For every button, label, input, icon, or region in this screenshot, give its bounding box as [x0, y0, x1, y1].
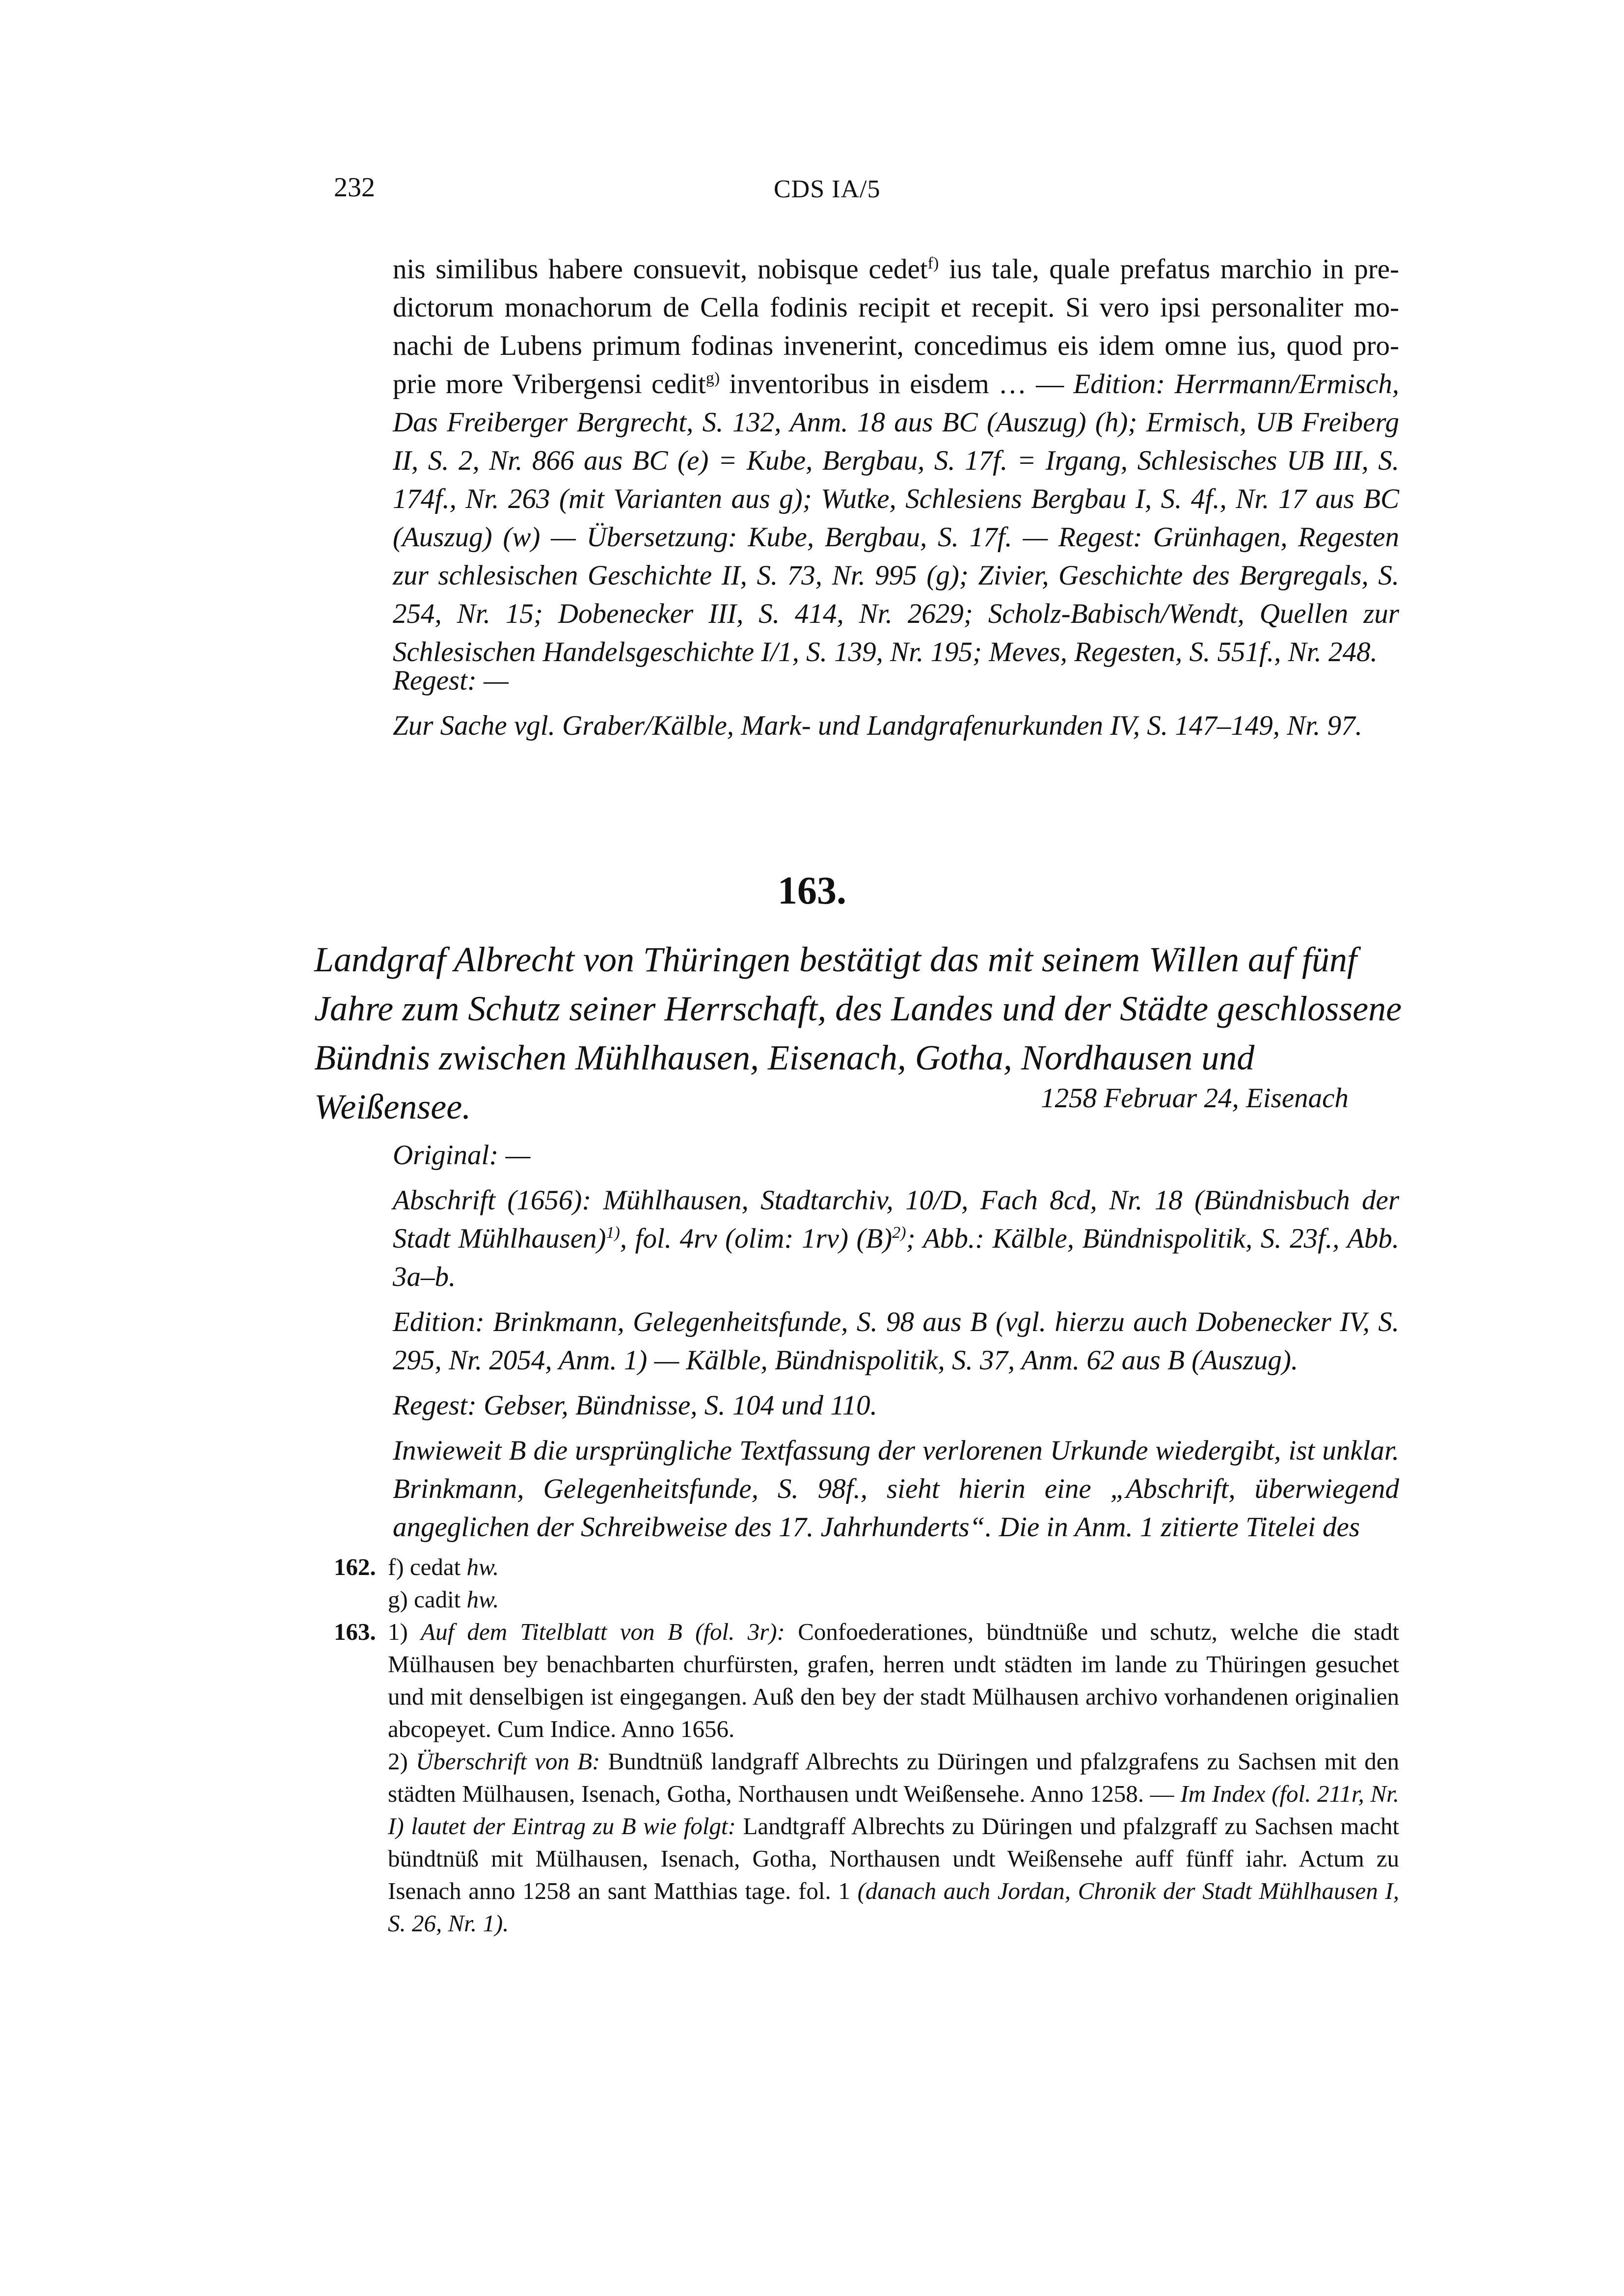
running-header: CDS IA/5 [774, 175, 881, 203]
previous-sache-note: Zur Sache vgl. Graber/Kälble, Mark- und Landgrafenurkunden IV, S. 147–149, Nr. 97. [393, 710, 1362, 741]
intro-line-1: nis similibus habere consuevit, nobisque cedet$^{f)}$ ius tale, quale prefatus marchio in pre- [393, 254, 1399, 285]
comment-paragraph: Inwieweit B die ursprüngliche Textfassung der verlorenen Urkunde wiedergibt, ist unklar. Brinkmann, Gelegenheitsfunde, S. 98f., sieht hierin eine „Abschrift, überwiegend angeglichen der Schreibweise des 17. Jahrhunderts“. Die in Anm. 1 zitierte Titelei des [393, 1435, 1399, 1543]
footnote-key-162: 162. [334, 1553, 376, 1580]
edition-line: Edition: Brinkmann, Gelegenheitsfunde, S. 98 aus B (vgl. hierzu auch Dobenecker IV, S. 295, Nr. 2054, Anm. 1) — Kälble, Bündnispolitik, S. 37, Anm. 62 aus B (Auszug). [393, 1307, 1399, 1376]
document-number: 163. [778, 869, 846, 912]
document-apparatus [393, 1136, 1399, 1553]
previous-document-text [393, 250, 1399, 671]
intro-line-3: nachi de Lubens primum fodinas invenerint, concedimus eis idem omne ius, quod pro- [393, 330, 1399, 361]
page-number: 232 [334, 172, 375, 203]
abschrift-line: Abschrift (1656): Mühlhausen, Stadtarchiv, 10/D, Fach 8cd, Nr. 18 (Bündnisbuch der Stadt Mühlhausen)$^{1)}$, fol. 4rv (olim: 1rv) $(B)^{2)}$; Abb.: Kälble, Bündnispolitik, S. 23f., Abb. 3a–b. [393, 1185, 1399, 1292]
footnote-group-162 [334, 1551, 1399, 1616]
footnote-162-g: g) cadit hw. [388, 1586, 499, 1613]
footnote-162-f: f) cedat hw. [388, 1553, 499, 1580]
footnotes [334, 1551, 1399, 1940]
footnote-163-1: 1) Auf dem Titelblatt von B (fol. 3r): Confoederationes, bündtnüße und schutz, welche die stadt Mülhausen bey benachbarten churfürsten, grafen, herren undt städten im lande zu Thüringen gesuchet und mit denselbigen ist eingegangen. Auß den bey der stadt Mülhausen archivo vorhandenen originalien abcopeyet. Cum Indice. Anno 1656. [388, 1618, 1399, 1742]
footnote-163-2: 2) Überschrift von B: Bundtnüß landgraff Albrechts zu Düringen und pfalzgrafens zu Sachsen mit den städten Mülhausen, Isenach, Gotha, Northausen undt Weißensehe. Anno 1258. — Im Index (fol. 211r, Nr. I) lautet der Eintrag zu B wie folgt: Landtgraff Albrechts zu Düringen und pfalzgraff zu Sachsen macht bündtnüß mit Mülhausen, Isenach, Gotha, Northausen undt Weißensehe auff fünff iahr. Actum zu Isenach anno 1258 an sant Matthias tage. fol. 1 (danach auch Jordan, Chronik der Stadt Mühlhausen I, S. 26, Nr. 1). [388, 1748, 1400, 1937]
intro-line-2: dictorum monachorum de Cella fodinis recipit et recepit. Si vero ipsi personaliter mo- [393, 292, 1399, 323]
footnote-key-163: 163. [334, 1618, 376, 1645]
intro-line-4: prie more Vribergensi cedit$^{g)}$ inventoribus in eisdem … — [393, 369, 1074, 400]
regest-line: Regest: Gebser, Bündnisse, S. 104 und 110. [393, 1390, 877, 1421]
previous-regest: Regest: — [393, 665, 509, 696]
previous-edition-note: Edition: Herrmann/Ermisch, Das Freiberger Bergrecht, S. 132, Anm. 18 aus BC (Auszug) (h); Ermisch, UB Freiberg II, S. 2, Nr. 866 aus BC (e) = Kube, Bergbau, S. 17f. = Irgang, Schlesisches UB III, S. 174f., Nr. 263 (mit Varianten aus g); Wutke, Schlesiens Bergbau I, S. 4f., Nr. 17 aus BC (Auszug) (w) — Übersetzung: Kube, Bergbau, S. 17f. — Regest: Grünhagen, Regesten zur schlesischen Geschichte II, S. 73, Nr. 995 (g); Zivier, Geschichte des Bergregals, S. 254, Nr. 15; Dobenecker III, S. 414, Nr. 2629; Scholz-Babisch/Wendt, Quellen zur Schlesischen Handelsgeschichte I/1, S. 139, Nr. 195; Meves, Regesten, S. 551f., Nr. 248. [393, 369, 1399, 667]
original-line: Original: — [393, 1140, 531, 1171]
footnote-group-163 [334, 1616, 1399, 1940]
document-date: 1258 Februar 24, Eisenach [1041, 1083, 1349, 1114]
document-title: Landgraf Albrecht von Thüringen bestätigt das mit seinem Willen auf fünf Jahre zum Schutz seiner Herrschaft, des Landes und der Städte geschlossene Bündnis zwischen Mühlhausen, Eisenach, Gotha, Nordhausen und Weißensee. [314, 940, 1402, 1126]
